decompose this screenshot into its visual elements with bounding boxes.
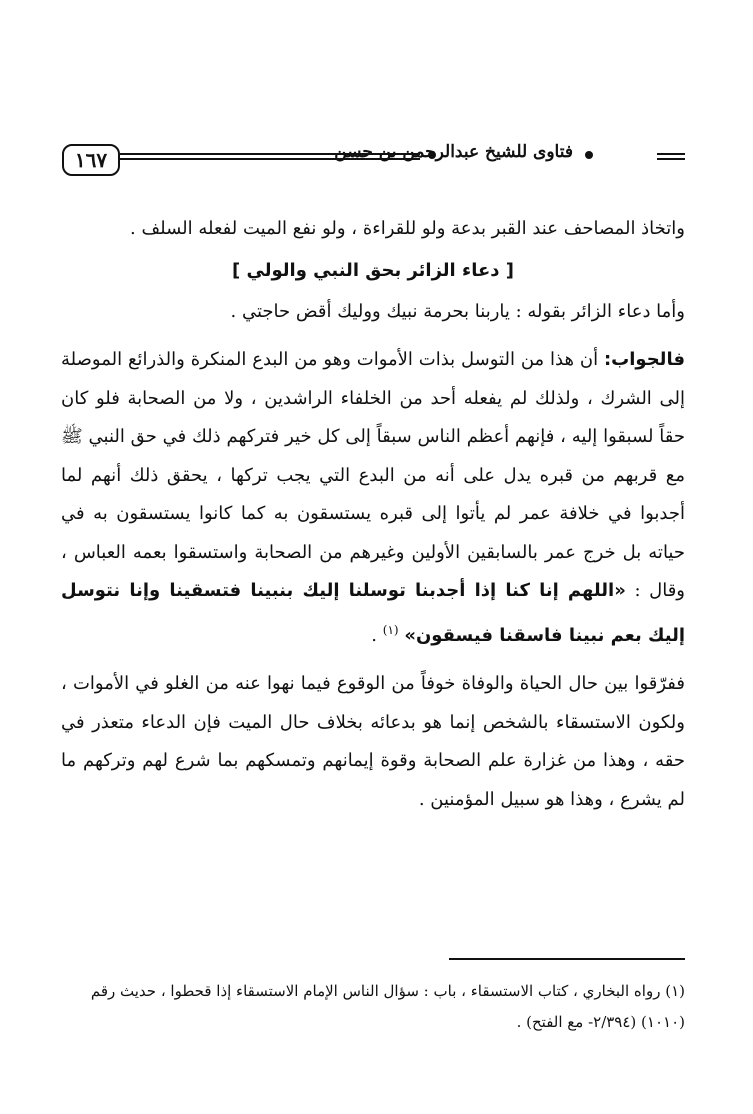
paragraph: واتخاذ المصاحف عند القبر بدعة ولو للقراءة ، ولو نفع الميت لفعله السلف .	[130, 218, 685, 239]
section-heading: [ دعاء الزائر بحق النبي والولي ]	[232, 259, 514, 281]
paragraph: وأما دعاء الزائر بقوله : ياربنا بحرمة نبيك ووليك أقض حاجتي .	[230, 300, 685, 322]
answer-text: أن هذا من التوسل بذات الأموات وهو من البدع المنكرة والذرائع الموصلة إلى الشرك ، ولذلك لم يفعله أحد من الخلفاء الراشدين ، ولا من الصحابة فلو كان حقاً لسبقوا إليه ، فإنهم أعظم الناس سبقاً إلى كل خير فتركهم ذلك في حق النبي ﷺ مع قربهم من قبره يدل على أنه من البدع التي يجب تركها ، يحقق ذلك أنهم لما أجدبوا في خلافة عمر لم يأتوا إلى قبره يستسقون به كما كانوا يستسقون به في حياته بل خرج عمر بالسابقين الأولين وغيرهم من الصحابة واستسقوا بعمه العباس ، وقال :	[61, 349, 685, 601]
page-number: ١٦٧	[62, 144, 120, 176]
running-header	[62, 138, 685, 180]
header-rule	[657, 158, 685, 160]
bullet-icon	[585, 151, 593, 159]
paragraph	[61, 341, 685, 655]
header-rule	[657, 153, 685, 155]
footnotes	[61, 976, 685, 1038]
body-text	[61, 210, 685, 819]
answer-label: فالجواب:	[603, 349, 685, 370]
running-title: فتاوى للشيخ عبدالرحمن بن حسن	[334, 142, 573, 162]
footnote-ref: (١)	[382, 622, 399, 637]
hadith-quote: «اللهم إنا كنا إذا أجدبنا توسلنا إليك بنبينا فتسقينا وإنا نتوسل إليك بعم نبينا فاسقنا فيسقون»	[61, 580, 685, 646]
footnote-rule	[449, 958, 685, 960]
paragraph: ففرّقوا بين حال الحياة والوفاة خوفاً من الوقوع فيما نهوا عنه من الغلو في الأموات ، ولكون الاستسقاء بالشخص إنما هو بدعائه بخلاف حال الميت فإن الدعاء متعذر في حقه ، وهذا من غزارة علم الصحابة وقوة إيمانهم وتمسكهم بما شرع لهم وتركهم ما لم يشرع ، وهذا هو سبيل المؤمنين .	[61, 673, 685, 810]
answer-end: .	[371, 624, 383, 646]
footnote: (١) رواه البخاري ، كتاب الاستسقاء ، باب : سؤال الناس الإمام الاستسقاء إذا قحطوا ، حديث رقم (١٠١٠) (٢/٣٩٤- مع الفتح) .	[90, 982, 685, 1031]
